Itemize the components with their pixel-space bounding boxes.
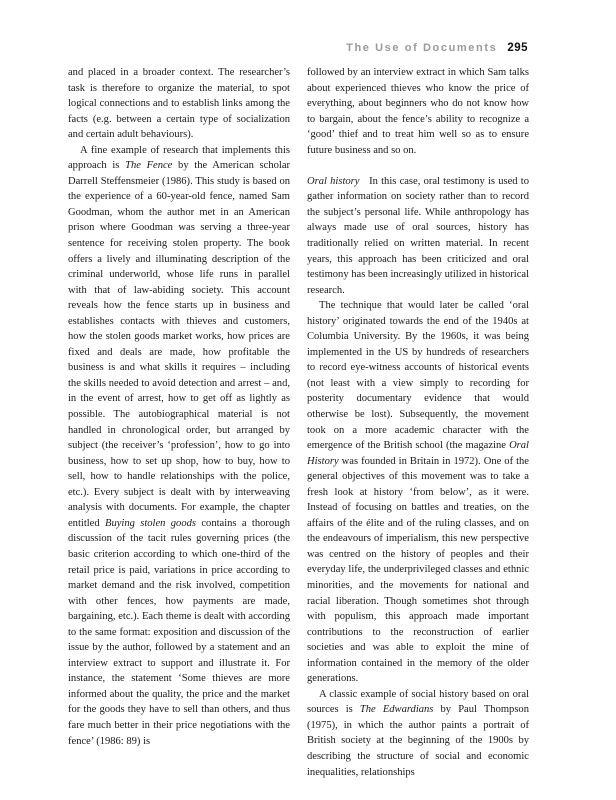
text-segment: was founded in Britain in 1972). One of the general objectives of this movement was to take a fresh look at history ‘from below’, as it were. Instead of focusing on battles and treaties, on the affairs of the élite and of the ruling classes, and on the endeavours of imperialism, this new perspective was centred on the history of peoples and their everyday life, the underprivileged classes and ethnic minorities, and the movements for national and racial liberation. Though sometimes shot through with populism, this approach made important contributions to the reconstruction of earlier societies and was able to exploit the mine of information contained in the memory of the older generations. [307, 455, 529, 685]
paragraph-right-4 [307, 687, 529, 780]
left-column [68, 65, 290, 749]
running-title: The Use of Documents [346, 42, 498, 54]
paragraph-left-2 [68, 143, 290, 749]
text-segment: A fine example of research that implements this approach is [68, 144, 290, 172]
book-title-the-fence: The Fence [125, 160, 173, 172]
text-segment: The technique that would later be called ‘oral history’ originated towards the end of the 1940s at Columbia University. By the 1960s, it was being implemented in the US by hundreds of researchers to record eye-witness accounts of historical events (not least with a view simply to recording for posterity documentary evidence that would otherwise be lost). Subsequently, the movement took on a more academic character with the emergence of the British school (the magazine [307, 300, 529, 452]
book-title-the-edwardians: The Edwardians [359, 704, 434, 716]
text-segment: A classic example of social history based on oral sources is [307, 688, 529, 716]
text-segment: by Paul Thompson (1975), in which the author paints a portrait of British society at the beginning of the 1900s by describing the structure of social and economic inequalities, relationships [307, 704, 529, 778]
text-segment: In this case, oral testimony is used to gather information on society rather than to record the subject’s personal life. While anthropology has always made use of oral sources, history has traditionally relied on written material. In recent years, this approach has been criticized and oral testimony has been increasingly utilized in historical research. [307, 175, 530, 296]
magazine-title-oral-history: Oral History [307, 440, 529, 467]
paragraph-left-1: and placed in a broader context. The researcher’s task is therefore to organize the material, to spot logical connections and to establish links among the facts (e.g. between a certain type of socialization and certain adult behaviours). [68, 67, 290, 141]
page-number: 295 [507, 42, 528, 54]
right-column [307, 65, 529, 780]
paragraph-right-3 [307, 298, 529, 687]
section-heading-oral-history: Oral history [307, 175, 360, 187]
text-segment: contains a thorough discussion of the tacit rules governing prices (the basic criterion according to which one-third of the retail price is paid, variations in price according to market demand and the risk involved, competition with other fences, how payments are made, bargaining, etc.). Each theme is dealt with according to the same format: exposition and discussion of the issue by the author, followed by a statement and an interview extract to support and illustrate it. For instance, the statement ‘Some thieves are more informed about the quality, the price and the market for the goods they have to sell than others, and thus fare much better in their price negotiations with the fence’ (1986: 89) is [68, 517, 290, 747]
text-segment: by the American scholar Darrell Steffensmeier (1986). This study is based on the experience of a 60-year-old fence, named Sam Goodman, whom the author met in an American prison where Goodman was serving a three-year sentence for receiving stolen property. The book offers a lively and illuminating description of the criminal underworld, whose life runs in parallel with that of law-abiding society. This account reveals how the fence starts up in business and establishes contacts with thieves and customers, how the stolen goods market works, how prices are fixed and deals are made, how profitable the business is and what skills it requires – including the skills needed to avoid detection and arrest – and, in the event of arrest, how to get off as lightly as possible. The autobiographical material is not handled in chronological order, but arranged by subject (the receiver’s ‘profession’, how to go into business, how to set up shop, how to buy, how to sell, how to handle relationships with the police, etc.). Every subject is dealt with by interweaving analysis with documents. For example, the chapter entitled [68, 160, 291, 529]
chapter-title-buying-stolen-goods: Buying stolen goods [105, 517, 196, 529]
paragraph-oral-history [307, 174, 529, 298]
running-header [0, 38, 528, 56]
paragraph-right-1: followed by an interview extract in which Sam talks about experienced thieves who know the price of everything, about beginners who do not know how to bargain, about the fence’s ability to recognize a ‘good’ thief and to treat him well so as to ensure future business and so on. [307, 67, 529, 156]
